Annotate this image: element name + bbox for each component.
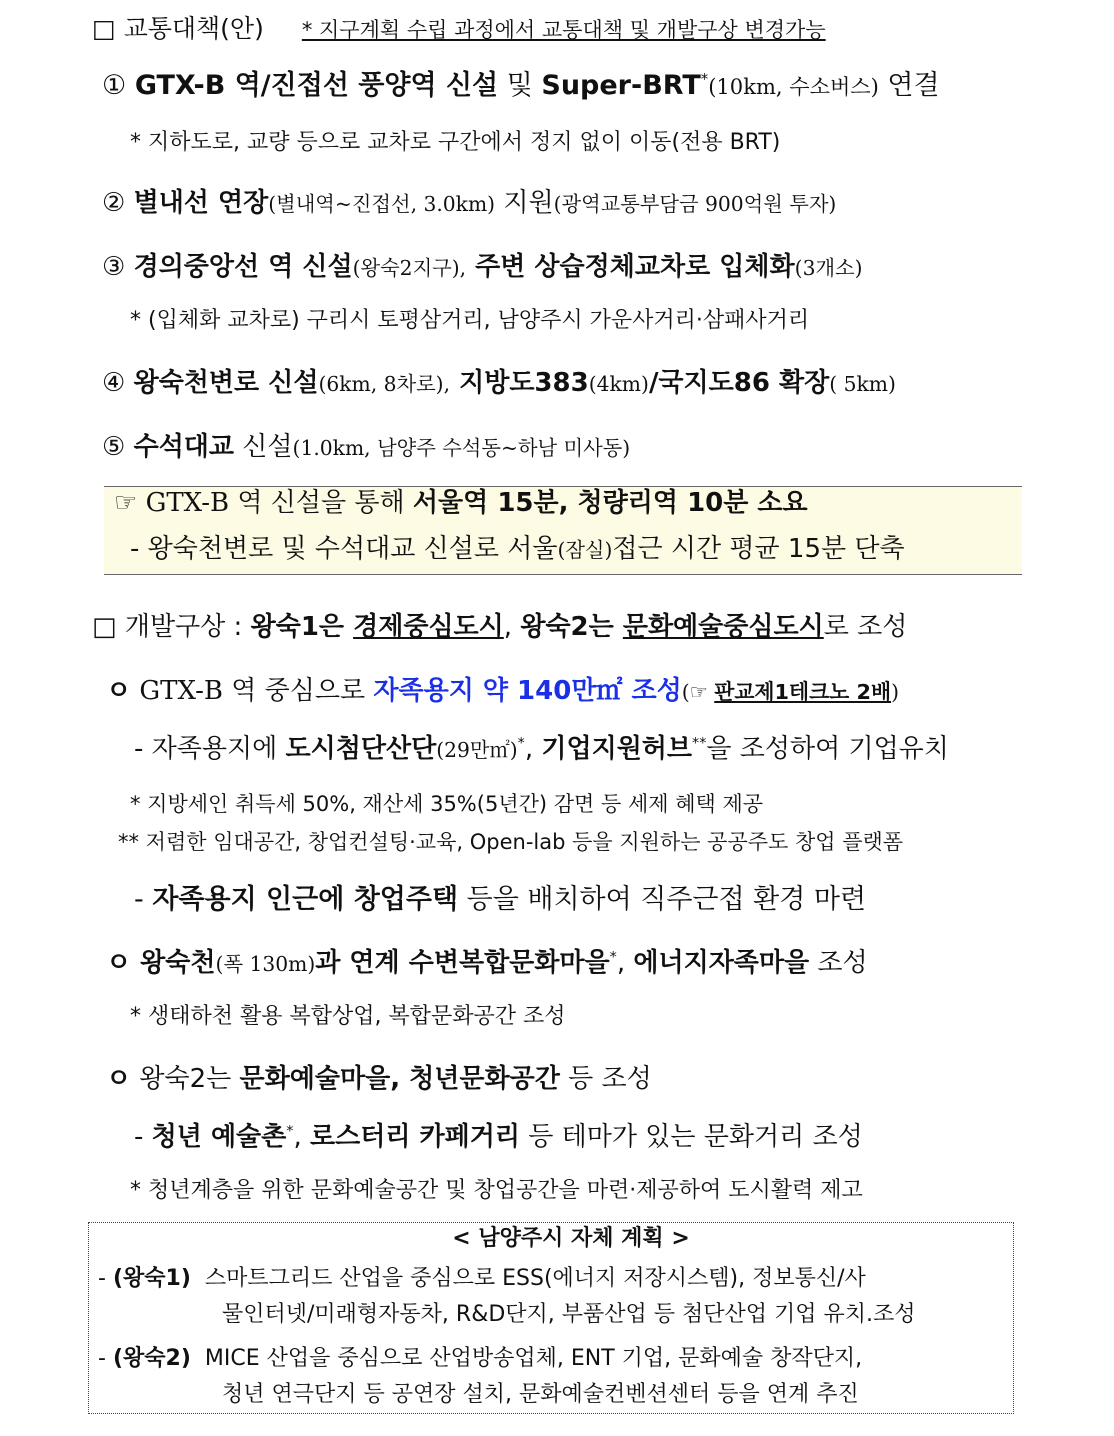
item-text: 지원 bbox=[495, 188, 554, 218]
highlight-text: - 왕숙천변로 및 수석대교 신설로 서울 bbox=[130, 534, 558, 564]
sub-bold-text: 로스터리 카페거리 bbox=[309, 1122, 520, 1152]
item-text: GTX-B 역 중심으로 bbox=[131, 676, 374, 706]
item-paren-bold: 판교제1테크노 2배 bbox=[714, 680, 892, 704]
transport-header-title: □ 교통대책(안) bbox=[92, 14, 264, 43]
footnote-mark: * bbox=[517, 735, 525, 752]
item-paren: (3개소) bbox=[794, 256, 863, 280]
sub-text: 을 조성하여 기업유치 bbox=[706, 734, 949, 764]
item-paren: ) bbox=[891, 680, 899, 704]
item-bold-text: 문화예술마을, 청년문화공간 bbox=[239, 1064, 560, 1094]
item-number: ② bbox=[102, 188, 126, 218]
item-bold-text: 주변 상습정체교차로 입체화 bbox=[466, 252, 795, 282]
city-plan-row-1: - (왕숙1) 스마트그리드 산업을 중심으로 ESS(에너지 저장시스템), 정보통신/사 bbox=[98, 1266, 866, 1291]
transport-item-2 bbox=[102, 188, 836, 219]
footnote-mark: * bbox=[700, 70, 709, 88]
item-bold-text: GTX-B 역/진접선 풍양역 신설 bbox=[134, 70, 499, 101]
item-paren: (1.0km, 남양주 수석동~하남 미사동) bbox=[292, 436, 631, 460]
city-plan-row-label: (왕숙1) bbox=[112, 1266, 191, 1291]
sub-bold-text: 도시첨단산단 bbox=[285, 734, 437, 764]
item-paren: (폭 130m) bbox=[215, 952, 316, 976]
highlight-line-2 bbox=[130, 534, 905, 565]
item-text: 신설 bbox=[234, 432, 293, 462]
item-bold-text: 별내선 연장 bbox=[133, 188, 269, 218]
item-paren: (10km, 수소버스) bbox=[708, 74, 879, 99]
development-item-2-note: * 생태하천 활용 복합상업, 복합문화공간 조성 bbox=[130, 1004, 566, 1029]
development-item-3-sub bbox=[134, 1122, 863, 1153]
transport-item-4 bbox=[102, 368, 896, 399]
dev-header-bold: 왕숙2는 bbox=[520, 612, 623, 642]
highlight-line-1 bbox=[114, 488, 808, 519]
city-plan-row-1-cont: 물인터넷/미래형자동차, R&D단지, 부품산업 등 첨단산업 기업 유치.조성 bbox=[222, 1302, 916, 1327]
item-paren: (광역교통부담금 900억원 투자) bbox=[553, 192, 837, 216]
development-header bbox=[92, 612, 907, 643]
city-plan-row-2-cont: 청년 연극단지 등 공연장 설치, 문화예술컨벤션센터 등을 연계 추진 bbox=[222, 1382, 859, 1407]
item-bold-text: 에너지자족마을 bbox=[633, 948, 810, 978]
city-plan-row-text: MICE 산업을 중심으로 산업방송업체, ENT 기업, 문화예술 창작단지, bbox=[204, 1346, 863, 1371]
city-plan-title-text: < 남양주시 자체 계획 > bbox=[452, 1226, 690, 1251]
item-text: 연결 bbox=[878, 70, 940, 101]
dev-header-bold: 문화예술중심도시 bbox=[622, 612, 824, 642]
transport-item-1 bbox=[102, 70, 940, 102]
bullet: ㅇ bbox=[106, 948, 132, 978]
dev-header-bold: 경제중심도시 bbox=[353, 612, 504, 642]
dev-header-bold: 왕숙1은 bbox=[250, 612, 354, 642]
development-item-2 bbox=[106, 948, 868, 979]
development-item-3-note: * 청년계층을 위한 문화예술공간 및 창업공간을 마련·제공하여 도시활력 제고 bbox=[130, 1178, 863, 1203]
item-text: 조성 bbox=[809, 948, 868, 978]
dev-header-title: □ 개발구상 : bbox=[92, 612, 251, 642]
highlight-bold-text: 서울역 15분, 청량리역 10분 소요 bbox=[412, 488, 808, 518]
development-item-1-note-1: * 지방세인 취득세 50%, 재산세 35%(5년간) 감면 등 세제 혜택 제공 bbox=[130, 792, 764, 816]
item-text: 왕숙2는 bbox=[131, 1064, 240, 1094]
footnote-mark: ** bbox=[692, 735, 707, 752]
dev-header-text: 로 조성 bbox=[823, 612, 908, 642]
item-paren: (4km) bbox=[588, 372, 649, 396]
item-number: ① bbox=[102, 70, 127, 101]
item-number: ③ bbox=[102, 252, 126, 282]
item-bold-text: 경의중앙선 역 신설 bbox=[133, 252, 353, 282]
development-item-3 bbox=[106, 1064, 652, 1095]
item-paren: ( 5km) bbox=[829, 372, 896, 396]
item-bold-text: 왕숙천 bbox=[131, 948, 216, 978]
transport-header bbox=[92, 14, 826, 44]
city-plan-row-text: 스마트그리드 산업을 중심으로 ESS(에너지 저장시스템), 정보통신/사 bbox=[204, 1266, 866, 1291]
item-paren: (6km, 8차로), bbox=[318, 372, 451, 396]
highlight-text: ☞ GTX-B 역 신설을 통해 bbox=[114, 488, 413, 518]
highlight-paren: (잠실) bbox=[557, 538, 613, 562]
footnote-mark: * bbox=[286, 1123, 294, 1140]
item-bold-text: /국지도86 확장 bbox=[648, 368, 830, 398]
item-bold-text: 왕숙천변로 신설 bbox=[133, 368, 319, 398]
sub-paren: (29만㎡) bbox=[436, 738, 518, 762]
sub-text: - 자족용지에 bbox=[134, 734, 286, 764]
item-text: 및 bbox=[498, 70, 542, 101]
transport-item-3-note: * (입체화 교차로) 구리시 토평삼거리, 남양주시 가운사거리·삼패사거리 bbox=[130, 308, 810, 333]
development-item-1 bbox=[106, 676, 899, 707]
item-blue-text: 자족용지 약 140만㎡ 조성 bbox=[373, 676, 682, 706]
sub-text: - bbox=[134, 884, 153, 915]
item-text: 등 조성 bbox=[559, 1064, 652, 1094]
development-item-1-sub-2 bbox=[134, 884, 866, 916]
city-plan-row-2: - (왕숙2) MICE 산업을 중심으로 산업방송업체, ENT 기업, 문화예술 창작단지, bbox=[98, 1346, 863, 1371]
item-number: ④ bbox=[102, 368, 126, 398]
sub-text: 등을 배치하여 직주근접 환경 마련 bbox=[458, 884, 867, 915]
transport-item-5 bbox=[102, 432, 630, 463]
city-plan-title bbox=[0, 1226, 1114, 1252]
development-item-1-note-2: ** 저렴한 임대공간, 창업컨설팅·교육, Open-lab 등을 지원하는 공공주도 창업 플랫폼 bbox=[118, 830, 904, 854]
item-bold-text: 지방도383 bbox=[450, 368, 589, 398]
sub-bold-text: 자족용지 인근에 창업주택 bbox=[152, 884, 459, 915]
sub-text: 등 테마가 있는 문화거리 조성 bbox=[519, 1122, 863, 1152]
item-bold-text: 과 연계 수변복합문화마을 bbox=[315, 948, 610, 978]
sub-text: , bbox=[524, 734, 542, 764]
highlight-text: 접근 시간 평균 15분 단축 bbox=[612, 534, 905, 564]
transport-item-3 bbox=[102, 252, 863, 283]
bullet: ㅇ bbox=[106, 676, 132, 706]
transport-header-note: * 지구계획 수립 과정에서 교통대책 및 개발구상 변경가능 bbox=[301, 18, 826, 42]
sub-bold-text: 청년 예술촌 bbox=[151, 1122, 287, 1152]
item-paren: (왕숙2지구), bbox=[352, 256, 467, 280]
dev-header-text: , bbox=[503, 612, 521, 642]
item-number: ⑤ bbox=[102, 432, 126, 462]
transport-item-1-note: * 지하도로, 교량 등으로 교차로 구간에서 정지 없이 이동(전용 BRT) bbox=[130, 130, 781, 155]
sub-text: , bbox=[293, 1122, 310, 1152]
item-text: , bbox=[616, 948, 634, 978]
bullet: ㅇ bbox=[106, 1064, 132, 1094]
development-item-1-sub bbox=[134, 734, 949, 765]
item-paren: (별내역~진접선, 3.0km) bbox=[268, 192, 496, 216]
footnote-mark: * bbox=[609, 949, 617, 966]
city-plan-row-label: (왕숙2) bbox=[112, 1346, 191, 1371]
sub-text: - bbox=[134, 1122, 152, 1152]
sub-bold-text: 기업지원허브 bbox=[541, 734, 693, 764]
item-paren: (☞ bbox=[681, 680, 715, 704]
item-bold-text: 수석대교 bbox=[133, 432, 235, 462]
item-bold-text: Super-BRT bbox=[541, 70, 701, 101]
